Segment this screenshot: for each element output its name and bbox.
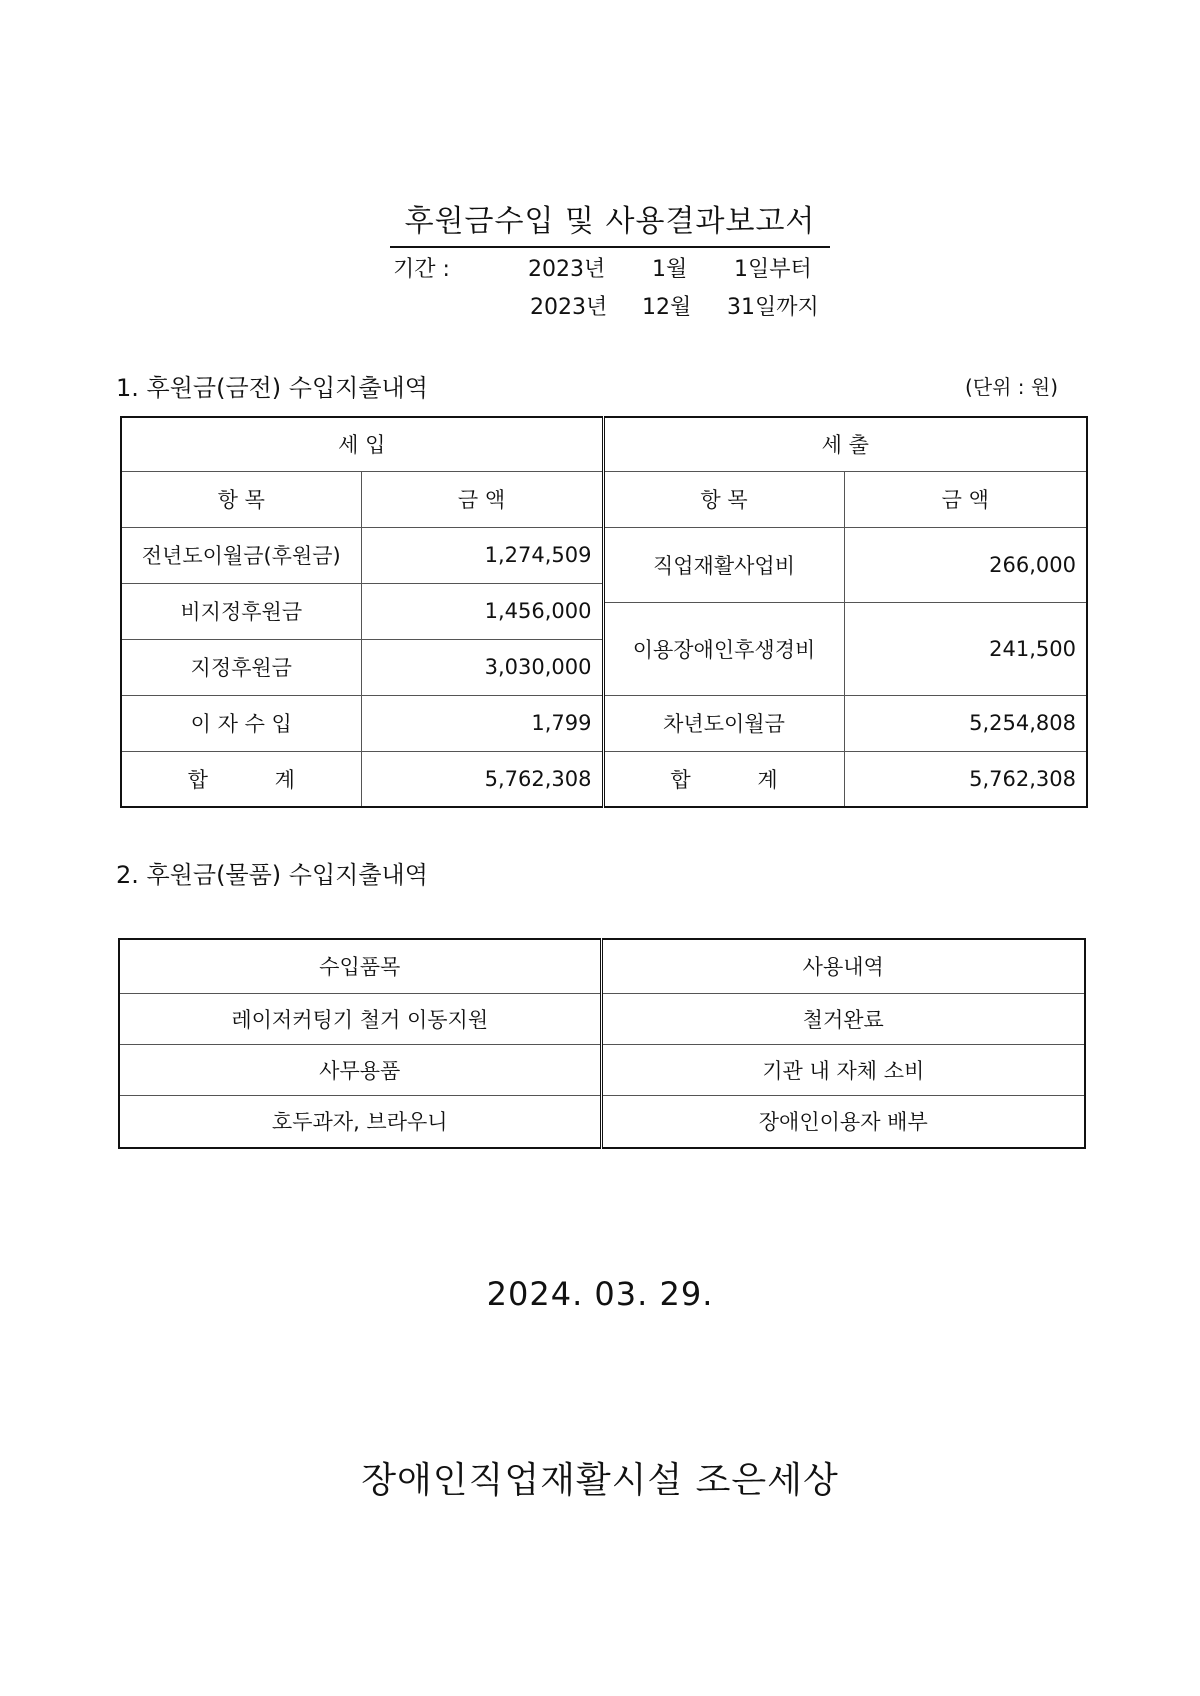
- expense-amount-header: 금 액: [844, 471, 1087, 527]
- report-title: 후원금수입 및 사용결과보고서: [390, 196, 830, 248]
- goods-usage: 기관 내 자체 소비: [601, 1044, 1085, 1095]
- expense-amount: 266,000: [844, 527, 1087, 602]
- table-row: [119, 1095, 1085, 1148]
- table-row: [121, 527, 1087, 583]
- income-amount: 1,456,000: [361, 583, 603, 639]
- period-end-day: 31일까지: [727, 295, 819, 320]
- period-end-year: 2023년: [530, 295, 608, 320]
- table-subheader-row: [121, 471, 1087, 527]
- table-total-row: [121, 751, 1087, 807]
- goods-usage: 철거완료: [601, 993, 1085, 1044]
- organization-name: 장애인직업재활시설 조은세상: [361, 1460, 839, 1501]
- expense-amount: 5,254,808: [844, 695, 1087, 751]
- goods-item-header: 수입품목: [119, 939, 601, 993]
- income-amount: 3,030,000: [361, 639, 603, 695]
- goods-usage-header: 사용내역: [601, 939, 1085, 993]
- income-amount: 1,799: [361, 695, 603, 751]
- table-row: [121, 695, 1087, 714]
- expense-amount: 241,500: [844, 602, 1087, 695]
- income-amount-header: 금 액: [361, 471, 603, 527]
- table-row: [119, 993, 1085, 1044]
- expense-item: 이용장애인후생경비: [603, 602, 844, 695]
- table-header-row: [121, 417, 1087, 471]
- cash-income-expense-table: [120, 416, 1088, 808]
- income-item-header: 항 목: [121, 471, 361, 527]
- income-amount: 1,274,509: [361, 527, 603, 583]
- period-start-year: 2023년: [528, 257, 606, 282]
- expense-item: 직업재활사업비: [603, 527, 844, 602]
- goods-usage: 장애인이용자 배부: [601, 1095, 1085, 1148]
- income-item: 이 자 수 입: [121, 695, 361, 751]
- income-item: 비지정후원금: [121, 583, 361, 639]
- section2-title: 2. 후원금(물품) 수입지출내역: [116, 861, 428, 889]
- period-start-month: 1월: [652, 257, 688, 282]
- section1-title: 1. 후원금(금전) 수입지출내역: [116, 374, 428, 402]
- report-date: 2024. 03. 29.: [486, 1275, 714, 1313]
- income-total-label: 합 계: [121, 751, 361, 807]
- table-row: [119, 1044, 1085, 1095]
- expense-item: 차년도이월금: [603, 695, 844, 751]
- income-item: 지정후원금: [121, 639, 361, 695]
- expense-item-header: 항 목: [603, 471, 844, 527]
- goods-item: 사무용품: [119, 1044, 601, 1095]
- table-header-row: [119, 939, 1085, 993]
- income-total-amount: 5,762,308: [361, 751, 603, 807]
- period-end-month: 12월: [642, 295, 692, 320]
- expense-total-label: 합 계: [603, 751, 844, 807]
- goods-income-usage-table: [118, 938, 1086, 1149]
- period-start-day: 1일부터: [734, 257, 812, 282]
- period-label: 기간 :: [393, 257, 450, 282]
- income-header: 세 입: [121, 417, 603, 471]
- expense-header: 세 출: [603, 417, 1087, 471]
- expense-total-amount: 5,762,308: [844, 751, 1087, 807]
- goods-item: 호두과자, 브라우니: [119, 1095, 601, 1148]
- unit-label: (단위 : 원): [965, 375, 1059, 399]
- income-item: 전년도이월금(후원금): [121, 527, 361, 583]
- goods-item: 레이저커팅기 철거 이동지원: [119, 993, 601, 1044]
